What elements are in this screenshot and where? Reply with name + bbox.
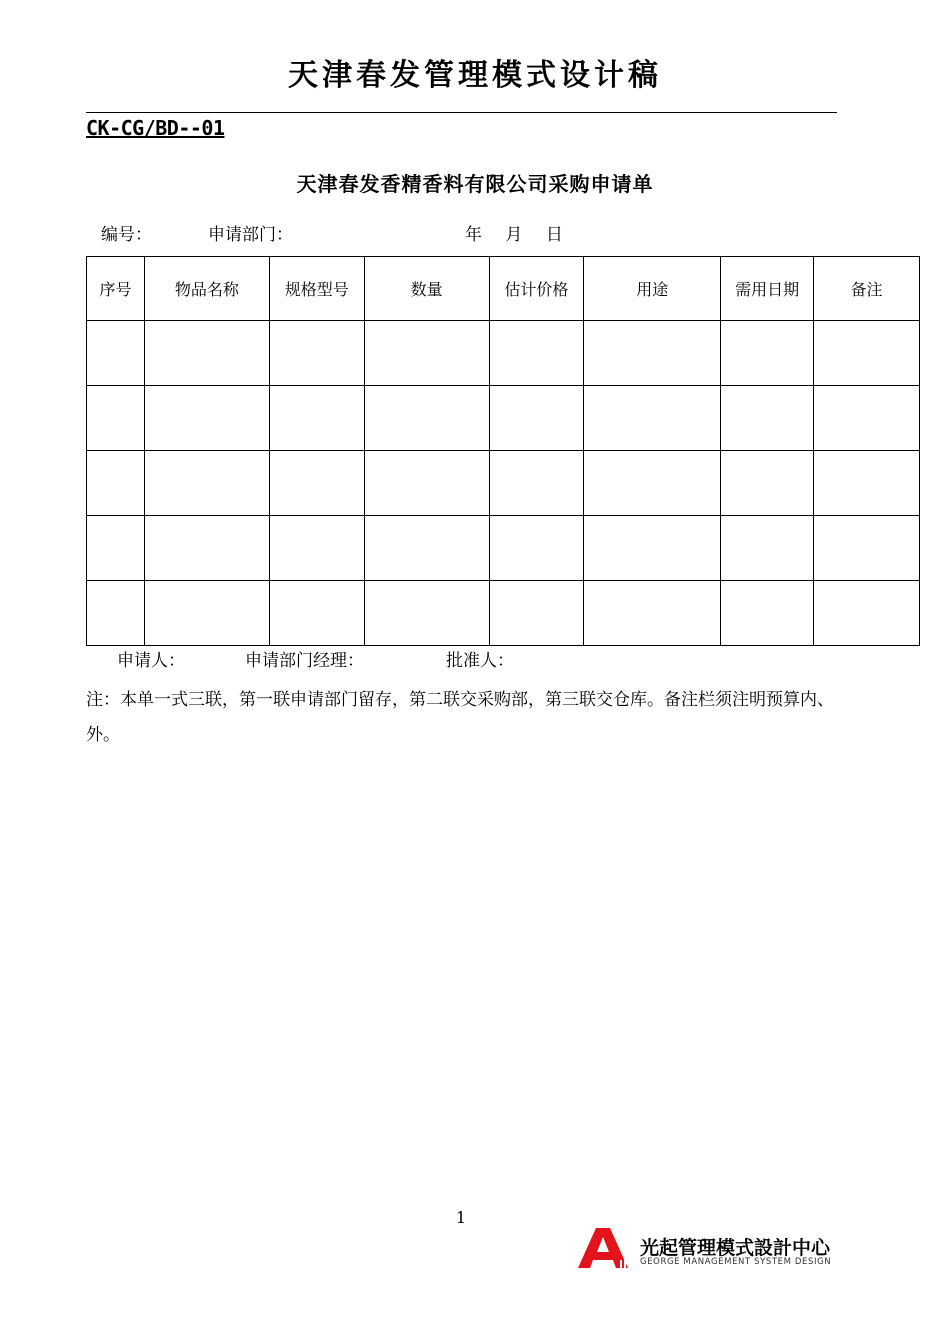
table-cell[interactable] (364, 386, 489, 451)
table-cell[interactable] (144, 516, 269, 581)
table-cell[interactable] (87, 386, 145, 451)
company-logo (576, 1228, 846, 1270)
logo-chinese-text: 光起管理模式設計中心 (640, 1237, 831, 1259)
table-cell[interactable] (269, 386, 364, 451)
table-cell[interactable] (721, 321, 814, 386)
department-label: 申请部门： (208, 225, 293, 245)
column-header-required-date: 需用日期 (721, 257, 814, 321)
table-cell[interactable] (584, 321, 721, 386)
form-note: 注：本单一式三联，第一联申请部门留存，第二联交采购部，第三联交仓库。备注栏须注明预算内、外。 (86, 690, 834, 745)
header-rule (86, 112, 837, 113)
table-cell[interactable] (584, 516, 721, 581)
table-cell[interactable] (489, 451, 584, 516)
table-cell[interactable] (364, 516, 489, 581)
table-cell[interactable] (364, 581, 489, 646)
table-cell[interactable] (814, 451, 920, 516)
table-cell[interactable] (144, 581, 269, 646)
approver-label: 批准人： (446, 651, 514, 671)
table-cell[interactable] (87, 581, 145, 646)
column-header-quantity: 数量 (364, 257, 489, 321)
table-cell[interactable] (269, 451, 364, 516)
table-cell[interactable] (364, 321, 489, 386)
number-label: 编号： (101, 225, 152, 245)
table-cell[interactable] (269, 321, 364, 386)
document-title: 天津春发管理模式设计稿 (288, 58, 662, 93)
table-cell[interactable] (489, 581, 584, 646)
table-cell[interactable] (269, 516, 364, 581)
table-cell[interactable] (721, 516, 814, 581)
table-cell[interactable] (144, 451, 269, 516)
table-row (87, 451, 920, 516)
purchase-request-table (86, 256, 920, 646)
table-cell[interactable] (721, 451, 814, 516)
table-cell[interactable] (814, 386, 920, 451)
table-cell[interactable] (87, 516, 145, 581)
table-cell[interactable] (489, 321, 584, 386)
table-cell[interactable] (87, 321, 145, 386)
table-cell[interactable] (87, 451, 145, 516)
document-code: CK-CG/BD--01 (86, 116, 225, 140)
table-cell[interactable] (721, 386, 814, 451)
logo-a-icon (576, 1228, 632, 1268)
form-title: 天津春发香精香料有限公司采购申请单 (296, 172, 654, 196)
table-row (87, 516, 920, 581)
table-cell[interactable] (144, 321, 269, 386)
column-header-index: 序号 (87, 257, 145, 321)
table-cell[interactable] (584, 386, 721, 451)
column-header-estimated-price: 估计价格 (489, 257, 584, 321)
table-row (87, 386, 920, 451)
table-cell[interactable] (144, 386, 269, 451)
table-row (87, 321, 920, 386)
table-cell[interactable] (814, 581, 920, 646)
table-cell[interactable] (584, 451, 721, 516)
column-header-item-name: 物品名称 (144, 257, 269, 321)
table-cell[interactable] (364, 451, 489, 516)
table-cell[interactable] (721, 581, 814, 646)
applicant-label: 申请人： (117, 651, 185, 671)
table-header-row (87, 257, 920, 321)
table-cell[interactable] (489, 516, 584, 581)
column-header-purpose: 用途 (584, 257, 721, 321)
table-cell[interactable] (814, 321, 920, 386)
year-label: 年 (465, 225, 482, 245)
logo-english-text: GEORGE MANAGEMENT SYSTEM DESIGN (640, 1257, 832, 1267)
dept-manager-label: 申请部门经理： (245, 651, 364, 671)
column-header-remarks: 备注 (814, 257, 920, 321)
table-cell[interactable] (269, 581, 364, 646)
table-body (87, 321, 920, 646)
table-cell[interactable] (814, 516, 920, 581)
table-row (87, 581, 920, 646)
date-labels (465, 220, 581, 245)
table-cell[interactable] (584, 581, 721, 646)
column-header-spec: 规格型号 (269, 257, 364, 321)
page-number: 1 (455, 1208, 467, 1227)
month-label: 月 (505, 225, 523, 245)
day-label: 日 (545, 225, 563, 245)
table-cell[interactable] (489, 386, 584, 451)
